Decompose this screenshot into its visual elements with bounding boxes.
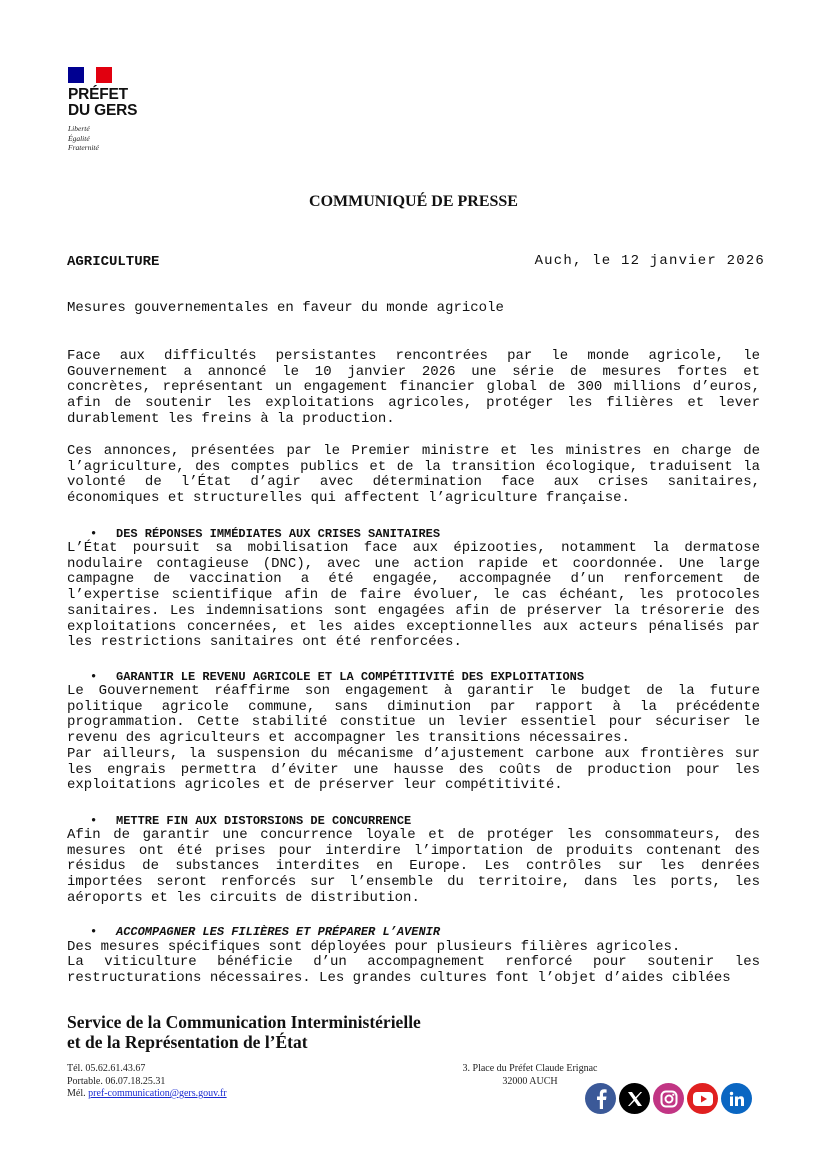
section-label: AGRICULTURE [67, 254, 160, 270]
section-text: Afin de garantir une concurrence loyale et de protéger les consommateurs, des mesures ont été prises pour interdire l’importation de produits contenant des résidus de substances interdites en Europe. Les contrôles sur les denrées importées seront renforcés sur l’ensemble du territoire, dans les ports, les aéroports et les circuits de distribution. [67, 827, 760, 906]
marianne-flag-icon [68, 67, 112, 83]
intro-paragraph: Face aux difficultés persistantes rencontrées par le monde agricole, le Gouvernement a annoncé le 10 janvier 2026 une série de mesures fortes et concrètes, représentant un engagement financier global de 300 millions d’euros, afin de soutenir les exploitations agricoles, protéger les filières et lever durablement les freins à la production. [67, 348, 760, 427]
section-text: L’État poursuit sa mobilisation face aux épizooties, notamment la dermatose nodulaire contagieuse (DNC), avec une action rapide et coordonnée. Une large campagne de vaccination a été engagée, accompagnée d’un renforcement de l’expertise scientifique afin de faire évoluer, le cas échéant, les protocoles sanitaires. Les indemnisations sont engagées afin de préserver la trésorerie des exploitations concernées, et les aides exceptionnelles aux acteurs pénalisés par les restrictions sanitaires ont été renforcées. [67, 540, 760, 651]
linkedin-icon[interactable] [721, 1083, 752, 1114]
service-title: Service de la Communication Interministérielle et de la Représentation de l’État [67, 1012, 421, 1052]
page-title: COMMUNIQUÉ DE PRESSE [309, 193, 518, 210]
section-text-truncated: La viticulture bénéficie d’un accompagnement renforcé pour soutenir les restructurations nécessaires. Les grandes cultures font l’objet d’aides ciblées [67, 955, 760, 986]
youtube-icon[interactable] [687, 1083, 718, 1114]
email-line: Mél. pref-communication@gers.gouv.fr [67, 1088, 227, 1099]
phone-number: Tél. 05.62.61.43.67 [67, 1063, 146, 1074]
section-text: Le Gouvernement réaffirme son engagement à garantir le budget de la future politique agricole commune, sans diminution par rapport à la précédente programmation. Cette stabilité constitue un levier essentiel pour sécuriser le revenu des agriculteurs et accompagner les transitions nécessaires. [67, 683, 760, 747]
section-heading: • GARANTIR LE REVENU AGRICOLE ET LA COMPÉTITIVITÉ DES EXPLOITATIONS [90, 670, 585, 684]
section-heading: • ACCOMPAGNER LES FILIÈRES ET PRÉPARER L’AVENIR [90, 925, 441, 939]
mobile-number: Portable. 06.07.18.25.31 [67, 1075, 166, 1087]
prefecture-logo [68, 67, 158, 153]
postal-address: 3. Place du Préfet Claude Erignac 32000 AUCH [462, 1063, 598, 1087]
motto: Liberté Égalité Fraternité [68, 124, 99, 152]
instagram-icon[interactable] [653, 1083, 684, 1114]
social-links [585, 1083, 752, 1114]
section-text: Par ailleurs, la suspension du mécanisme d’ajustement carbone aux frontières sur les engrais permettra d’éviter une hausse des coûts de production pour les exploitations agricoles et de préserver leur compétitivité. [67, 746, 760, 794]
facebook-icon[interactable] [585, 1083, 616, 1114]
contact-details [67, 1063, 227, 1101]
section-heading: • DES RÉPONSES IMMÉDIATES AUX CRISES SANITAIRES [90, 527, 441, 541]
context-paragraph: Ces annonces, présentées par le Premier ministre et les ministres en charge de l’agriculture, des comptes publics et de la transition écologique, traduisent la volonté de l’État d’agir avec détermination face aux crises sanitaires, économiques et structurelles qui affectent l’agriculture française. [67, 443, 760, 507]
section-text: Des mesures spécifiques sont déployées pour plusieurs filières agricoles. [67, 939, 681, 955]
subject-line: Mesures gouvernementales en faveur du monde agricole [67, 300, 504, 316]
logo-title: PRÉFET DU GERS [68, 86, 138, 119]
dateline: Auch, le 12 janvier 2026 [534, 253, 765, 269]
email-link[interactable]: pref-communication@gers.gouv.fr [88, 1088, 227, 1099]
section-heading: • METTRE FIN AUX DISTORSIONS DE CONCURRENCE [90, 814, 412, 828]
x-icon[interactable] [619, 1083, 650, 1114]
